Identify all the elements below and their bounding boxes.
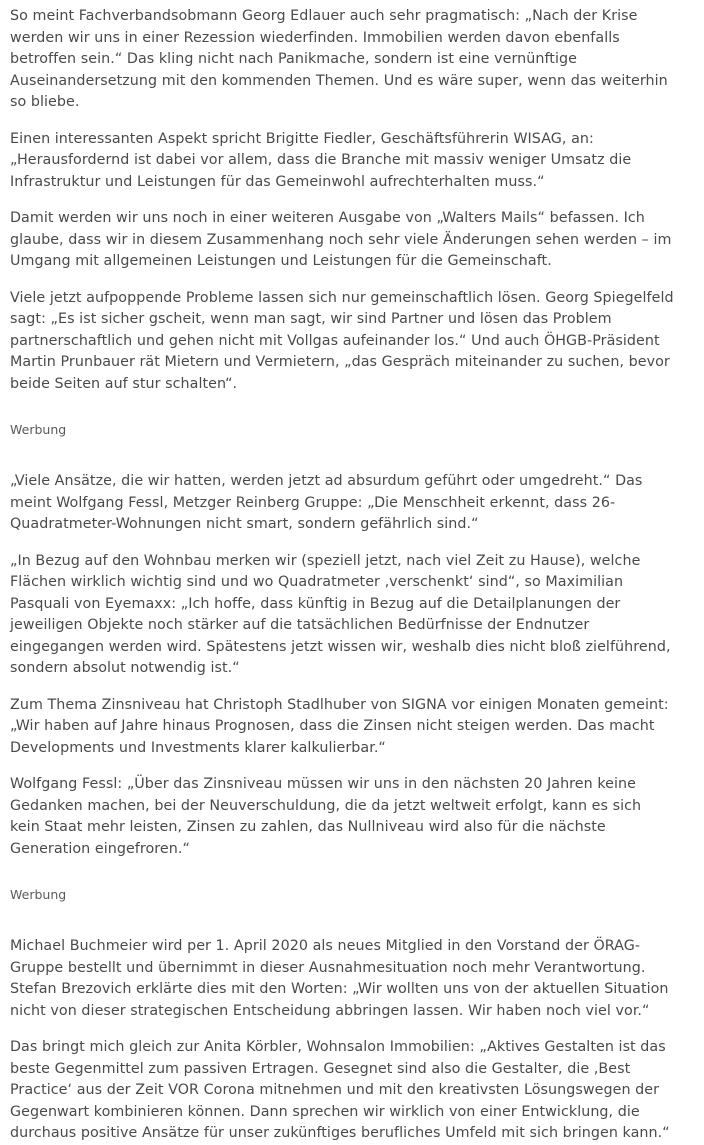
ad-label: Werbung: [10, 887, 67, 902]
paragraph-pasquali: „In Bezug auf den Wohnbau merken wir (speziell jetzt, nach viel Zeit zu Hause), welche Flächen wirklich wichtig sind und wo Quadratmeter ‚verschenkt‘ sind“, so Maximilian Pasquali von Eyemaxx: „Ich hoffe, dass künftig in Bezug auf die Detailplanungen der jeweiligen Objekte noch stärker auf die tatsächlichen Bedürfnisse der Endnutzer eingegangen werden wird. Spätestens jetzt wissen wir, weshalb dies nicht bloß zielführend, sondern absolut notwendig ist.“: [10, 552, 671, 676]
paragraph-spiegelfeld: Viele jetzt aufpoppende Probleme lassen sich nur gemeinschaftlich lösen. Georg Spiegelfeld sagt: „Es ist sicher gscheit, wenn man sagt, wir sind Partner und lösen das Problem partnerschaftlich und gehen nicht mit Vollgas aufeinander los.“ Und auch ÖHGB-Präsident Martin Prunbauer rät Mietern und Vermietern, „das Gespräch miteinander zu suchen, bevor beide Seiten auf stur schalten“.: [10, 289, 674, 392]
paragraph-stadlhuber: Zum Thema Zinsniveau hat Christoph Stadlhuber von SIGNA vor einigen Monaten gemeint: „Wir haben auf Jahre hinaus Prognosen, dass die Zinsen nicht steigen werden. Das macht Developments und Investments klarer kalkulierbar.“: [10, 696, 669, 756]
ad-label: Werbung: [10, 422, 67, 437]
ad-slot-1: [10, 421, 674, 439]
paragraph-walters-mails: Damit werden wir uns noch in einer weiteren Ausgabe von „Walters Mails“ befassen. Ich glaube, dass wir in diesem Zusammenhang noch sehr viele Änderungen sehen werden – im Umgang mit allgemeinen Leistungen und Leistungen für die Gemeinschaft.: [10, 210, 672, 269]
paragraph-fessl-ansaetze: „Viele Ansätze, die wir hatten, werden jetzt ad absurdum geführt oder umgedreht.“ Das meint Wolfgang Fessl, Metzger Reinberg Gruppe: „Die Menschheit erkennt, dass 26-Quadratmeter-Wohnungen nicht smart, sondern gefährlich sind.“: [10, 473, 643, 532]
paragraph-edlauer: So meint Fachverbandsobmann Georg Edlauer auch sehr pragmatisch: „Nach der Krise werden wir uns in einer Rezession wiederfinden. Immobilien werden davon ebenfalls betroffen sein.“ Das kling nicht nach Panikmache, sondern ist eine vernünftige Auseinandersetzung mit den kommenden Themen. Und es wäre super, wenn das weiterhin so bliebe.: [10, 8, 668, 110]
paragraph-fiedler: Einen interessanten Aspekt spricht Brigitte Fiedler, Geschäftsführerin WISAG, an: „Herausfordernd ist dabei vor allem, dass die Branche mit massiv weniger Umsatz die Infrastruktur und Leistungen für das Gemeinwohl aufrechterhalten muss.“: [10, 130, 632, 190]
paragraph-buchmeier: Michael Buchmeier wird per 1. April 2020 als neues Mitglied in den Vorstand der ÖRAG-Gruppe bestellt und übernimmt in dieser Ausnahmesituation noch mehr Verantwortung. Stefan Brezovich erklärte dies mit den Worten: „Wir wollten uns von der aktuellen Situation nicht von dieser strategischen Entscheidung abbringen lassen. Wir haben noch viel vor.“: [10, 938, 669, 1019]
paragraph-fessl-zinsniveau: Wolfgang Fessl: „Über das Zinsniveau müssen wir uns in den nächsten 20 Jahren keine Gedanken machen, bei der Neuverschuldung, die da jetzt weltweit erfolgt, kann es sich kein Staat mehr leisten, Zinsen zu zahlen, das Nullniveau wird also für die nächste Generation eingefroren.“: [10, 776, 642, 857]
ad-slot-2: [10, 886, 674, 904]
paragraph-koerbler: Das bringt mich gleich zur Anita Körbler, Wohnsalon Immobilien: „Aktives Gestalten ist das beste Gegenmittel zum passiven Ertragen. Gesegnet sind also die Gestalter, die ‚Best Practice‘ aus der Zeit VOR Corona mitnehmen und mit den kreativsten Lösungswegen der Gegenwart kombinieren können. Dann sprechen wir wirklich von einer Entwicklung, die durchaus positive Ansätze für unser zukünftiges berufliches Umfeld mit sich bringen kann.“: [10, 1039, 670, 1141]
